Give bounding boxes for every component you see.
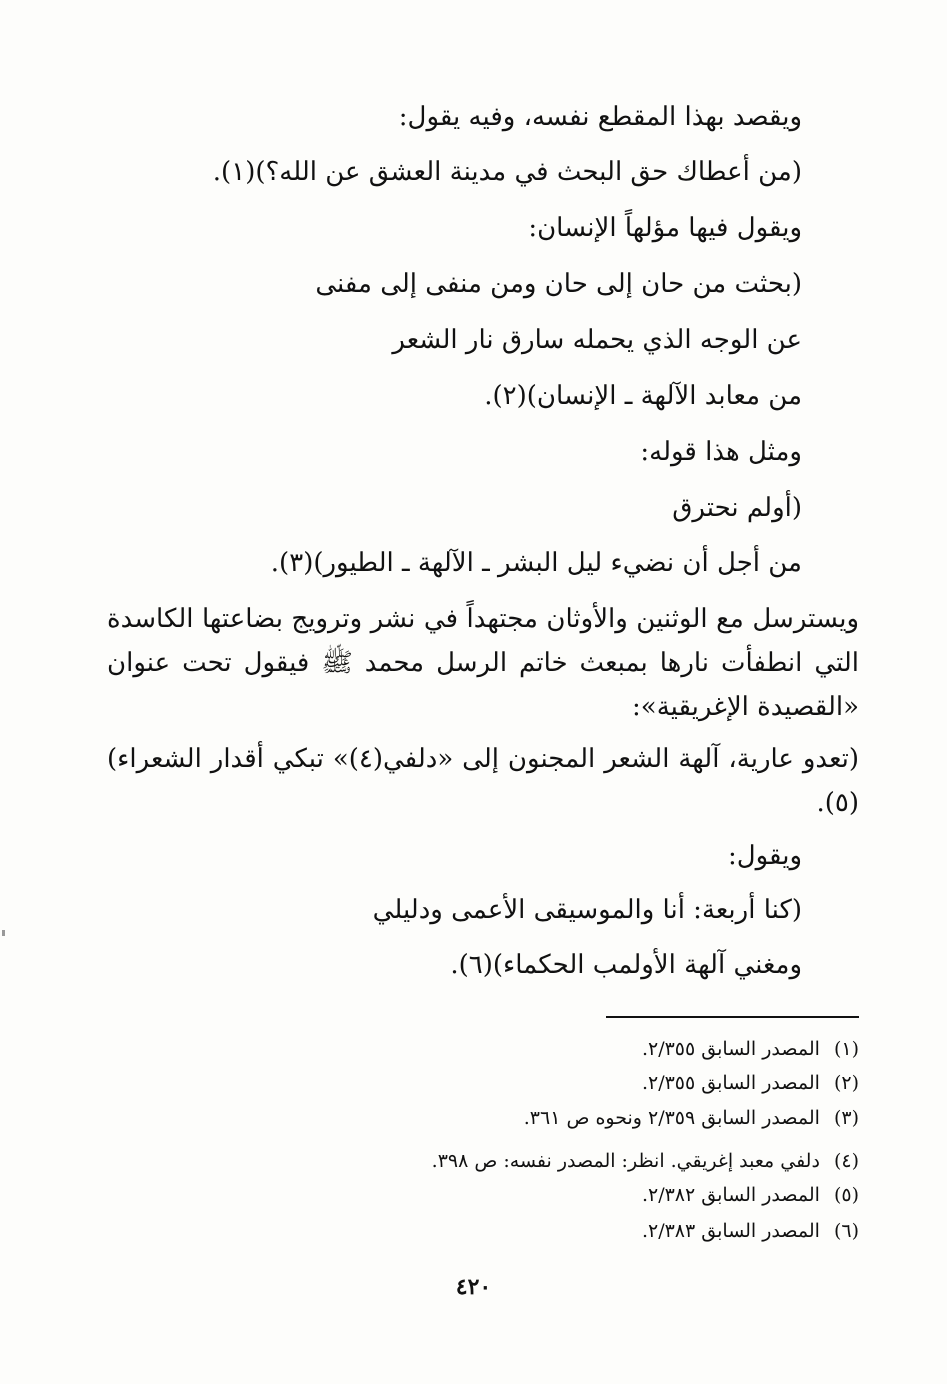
- footnote-text: المصدر السابق ٢/٣٨٣.: [641, 1220, 820, 1242]
- paragraph-2: (تعدو عارية، آلهة الشعر المجنون إلى «دلفي(٤)» تبكي أقدار الشعراء)(٥).: [107, 744, 860, 818]
- text-line-8: (أولم نحترق: [672, 493, 802, 523]
- footnote-4: [432, 1146, 859, 1176]
- footnote-number: (٦): [833, 1220, 859, 1242]
- text-line-3: ويقول فيها مؤلهاً الإنسان:: [528, 213, 802, 243]
- footnote-text: المصدر السابق ٢/٣٥٥.: [641, 1072, 820, 1094]
- text-line-7: ومثل هذا قوله:: [640, 437, 802, 467]
- footnote-number: (٤): [833, 1150, 859, 1172]
- text-line-9: من أجل أن نضيء ليل البشر ـ الآلهة ـ الطيور)(٣).: [270, 548, 802, 578]
- footnote-number: (١): [833, 1038, 859, 1060]
- footnote-text: دلفي معبد إغريقي. انظر: المصدر نفسه: ص ٣٩٨.: [431, 1150, 820, 1172]
- text-line-11: (كنا أربعة: أنا والموسيقى الأعمى ودليلي: [372, 895, 802, 925]
- text-line-2: (من أعطاك حق البحث في مدينة العشق عن الله؟)(١).: [212, 157, 802, 187]
- text-line-1: ويقصد بهذا المقطع نفسه، وفيه يقول:: [398, 102, 802, 132]
- scan-mark: [2, 930, 5, 936]
- text-line-12: ومغني آلهة الأولمب الحكماء)(٦).: [450, 950, 802, 980]
- paragraph-1: ويسترسل مع الوثنين والأوثان مجتهداً في نشر وترويج بضاعتها الكاسدة التي انطفأت نارها بمبعث خاتم الرسل محمد ﷺ فيقول تحت عنوان «القصيدة الإغريقية»:: [107, 604, 859, 722]
- text-line-6: من معابد الآلهة ـ الإنسان)(٢).: [484, 381, 802, 411]
- footnote-text: المصدر السابق ٢/٣٨٢.: [641, 1184, 820, 1206]
- footnote-text: المصدر السابق ٢/٣٥٥.: [641, 1038, 820, 1060]
- footnote-text: المصدر السابق ٢/٣٥٩ ونحوه ص ٣٦١.: [523, 1107, 820, 1129]
- footnote-1: [642, 1034, 859, 1064]
- page-number: ٤٢٠: [455, 1274, 492, 1300]
- text-line-10: ويقول:: [727, 841, 802, 871]
- footnote-number: (٥): [833, 1184, 859, 1206]
- footnote-number: (٢): [833, 1072, 859, 1094]
- text-line-5: عن الوجه الذي يحمله سارق نار الشعر: [392, 325, 802, 355]
- footnote-3: [524, 1103, 859, 1133]
- footnote-2: [642, 1068, 859, 1098]
- footnote-5: [642, 1180, 859, 1210]
- footnote-separator: [606, 1016, 859, 1018]
- text-line-4: (بحثت من حان إلى حان ومن منفى إلى مفنى: [315, 269, 802, 299]
- footnote-number: (٣): [833, 1107, 859, 1129]
- footnote-6: [642, 1216, 859, 1246]
